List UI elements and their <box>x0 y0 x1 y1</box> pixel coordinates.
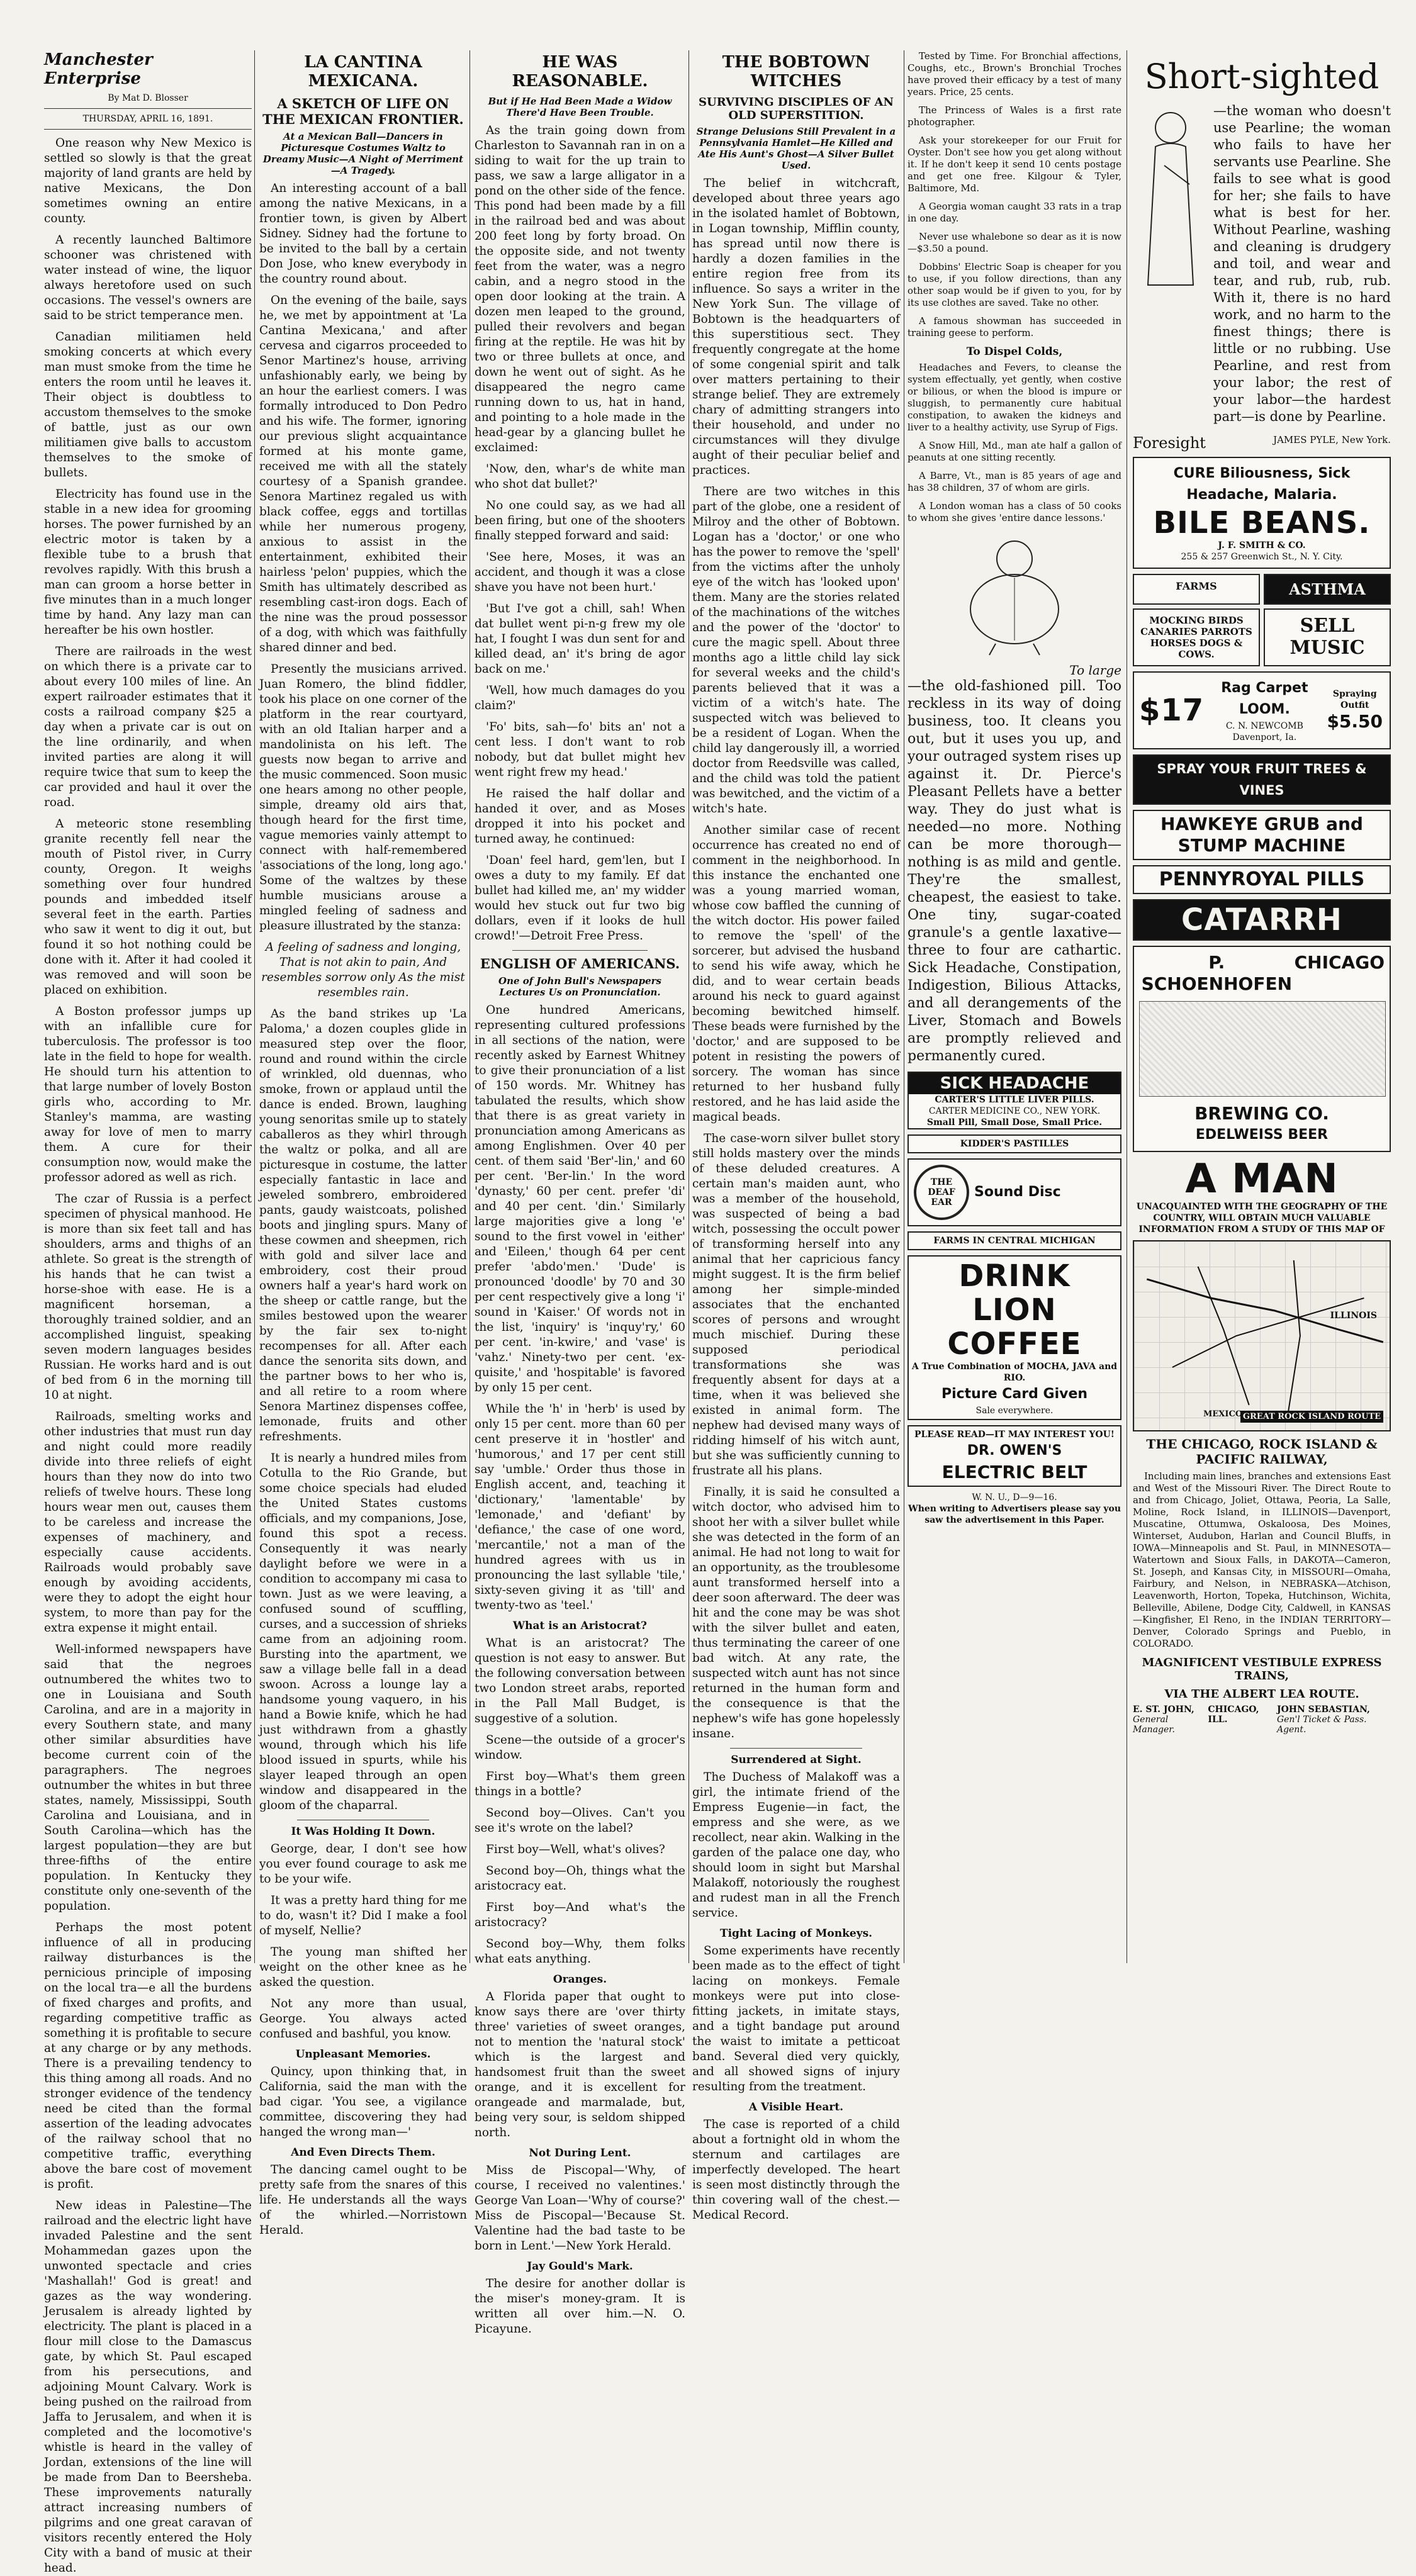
pearline-footer <box>1133 434 1391 452</box>
paragraph: A recently launched Baltimore schooner was christened with water instead of wine, the liquor always heretofore used on such occasions. The vessel's owners are said to be strict temperance men. <box>44 233 252 322</box>
article-subhead: SURVIVING DISCIPLES OF AN OLD SUPERSTITION. <box>699 96 894 122</box>
paragraph: Finally, it is said he consulted a witch doctor, who advised him to shoot her with a silver bullet while she was detected in the form of an animal. He had not long to wait for an opportunity, as the troublesome aunt transformed herself into a deer soon afterward. The deer was hit and the cone may be was shot with the silver bullet and eaten, thus terminating the career of one bad witch. At any rate, the suspected witch aunt has not since returned in the human form and the consequence is that the nephew's wife has gone hopelessly insane. <box>692 1486 900 1740</box>
paragraph: First boy—And what's the aristocracy? <box>475 1901 685 1929</box>
paragraph: The young man shifted her weight on the other knee as he asked the question. <box>259 1946 467 1989</box>
paragraph: Quincy, upon thinking that, in California, said the man with the bad cigar. 'You see, a vigilance committee, discovering they had hanged the wrong man—' <box>259 2065 467 2139</box>
farms-michigan-ad <box>907 1231 1121 1250</box>
article-headline: ENGLISH OF AMERICANS. <box>480 956 680 972</box>
coffee-line-1: DRINK <box>958 1258 1070 1294</box>
coffee-cards: Picture Card Given <box>941 1386 1088 1402</box>
map-label: MEXICO <box>1203 1409 1243 1419</box>
bile-addr: 255 & 257 Greenwich St., N. Y. City. <box>1181 552 1343 562</box>
railway-name: THE CHICAGO, ROCK ISLAND & PACIFIC RAILWAY, <box>1146 1436 1378 1467</box>
catarrh-title: CATARRH <box>1181 902 1342 938</box>
bile-beans-ad <box>1133 457 1391 569</box>
sig-left-title: General Manager. <box>1133 1715 1175 1735</box>
notice: Headaches and Fevers, to cleanse the system effectually, yet gently, when costive or bilious, or when the blood is impure or sluggish, to permanently cure habitual constipation, to awaken the kidneys and liver to a healthy activity, use Syrup of Figs. <box>907 362 1121 433</box>
farms-title: FARMS IN CENTRAL MICHIGAN <box>933 1236 1096 1246</box>
paragraph: Canadian militiamen held smoking concerts at which every man must smoke from the time he enters the room until he leaves it. Their object is doubtless to accustom themselves to the smoke of battle, just as our own militiamen give balls to accustom themselves to the smoke of bullets. <box>44 330 252 479</box>
paragraph: Some experiments have recently been made as to the effect of tight lacing on monkeys. Female monkeys were put into close-fitting jackets, in imitate stays, and a tight bandage put around the waist to imitate a petticoat band. Several died very quickly, and all showed signs of injury resulting from the treatment. <box>692 1944 900 2093</box>
loom-ad <box>1133 671 1391 749</box>
sig-right: JOHN SEBASTIAN, <box>1276 1705 1370 1715</box>
railway-map <box>1133 1240 1391 1431</box>
paragraph: Perhaps the most potent influence of all in producing railway disturbances is the pernicious principle of imposing on the local tra—e all the burdens of fixed charges and profits, and regarding competitive traffic as something it is profitable to secure at any charge or by any methods. There is a prevailing tendency to this thing among all roads. And no stronger evidence of the tendency need be cited than the formal assertion of the leading advocates of the railway school that no competitive traffic, everything above the bare cost of movement is profit. <box>44 1921 252 2191</box>
notice: A Georgia woman caught 33 rats in a trap in one day. <box>907 201 1121 224</box>
paragraph: The czar of Russia is a perfect specimen of physical manhood. He is more than six feet tall and has shoulders, arms and thighs of an athlete. So great is the strength of his hands that he can twist a horse-shoe with ease. He is a magnificent horseman, a thoroughly trained soldier, and an accomplished linguist, speaking seven modern languages besides Russian. He works hard and is out of bed from 6 in the morning till 10 at night. <box>44 1192 252 1402</box>
paragraph: 'But I've got a chill, sah! When dat bullet went pi-n-g frew my ole hat, I fought I was dun sent for and killed dead, an' it's bring de agor back on me.' <box>475 602 685 676</box>
paragraph: New ideas in Palestine—The railroad and the electric light have invaded Palestine and the sent Mohammedan gazes upon the unwonted spectacle and cries 'Mashallah!' God is great! and gazes as the way wondering. Jerusalem is already lighted by electricity. The plant is placed in a flour mill close to the Damascus gate, by which St. Paul escaped from his persecutions, and adjoining Mount Calvary. Work is being pushed on the railroad from Jaffa to Jerusalem, and when it is completed and the locomotive's whistle is heard in the valley of Jordan, extensions of the line will be made from Dan to Beersheba. These improvements naturally attract increasing numbers of pilgrims and one great caravan of visitors recently entered the Holy City with a band of music at their head. <box>44 2199 252 2575</box>
ear-icon: THE DEAF EAR <box>914 1165 969 1220</box>
brewing-beer: EDELWEISS BEER <box>1195 1127 1329 1143</box>
notice: Tested by Time. For Bronchial affections, Coughs, etc., Brown's Bronchial Troches have proved their efficacy by a test of many years. Price, 25 cents. <box>907 50 1121 98</box>
section-head: Oranges. <box>553 1973 607 1986</box>
article-deck: Strange Delusions Still Prevalent in a Pennsylvania Hamlet—He Killed and Ate His Aunt's Ghost—A Silver Bullet Used. <box>696 126 896 171</box>
map-label: ILLINOIS <box>1330 1311 1377 1321</box>
paragraph: He raised the half dollar and handed it over, and as Moses dropped it into his pocket and turned away, he continued: <box>475 787 685 846</box>
loom-maker: C. N. NEWCOMB Davenport, Ia. <box>1225 721 1303 742</box>
pennyroyal-title: PENNYROYAL PILLS <box>1159 868 1365 890</box>
paragraph: As the band strikes up 'La Paloma,' a dozen couples glide in measured step over the floor, round and round within the circle of wrinkled, old duennas, who smoke, frown or applaud until the dance is ended. Brown, laughing young senoritas smile up to stately caballeros as they whirl through the waltz or polka, and all are picturesque in costume, the latter especially fantastic in lace and jeweled sombrero, embroidered pants, gaudy waistcoats, polished boots and jingling spurs. Many of these cowmen and sheepmen, rich with gold and silver lace and embroidery, cost their proud owners half a year's hard work on the sheep or cattle range, but the smiles bestowed upon the wearer by the fair sex to-night recompenses for all. After each dance the senorita sits down, and the partner bows to her who is, and all retire to a room where Senora Martinez dispenses coffee, lemonade, fruits and other refreshments. <box>259 1007 467 1443</box>
railway-lines-icon <box>1134 1241 1390 1430</box>
sig-left: E. ST. JOHN, <box>1133 1705 1194 1715</box>
pearline-ad <box>1133 103 1391 432</box>
section-head: Unpleasant Memories. <box>295 2048 431 2061</box>
notice: The Princess of Wales is a first rate photographer. <box>907 104 1121 128</box>
belt-head: PLEASE READ—IT MAY INTEREST YOU! <box>914 1430 1115 1440</box>
loom-price: $17 <box>1139 693 1205 728</box>
paragraph: 'Doan' feel hard, gem'len, but I owes a duty to my family. Ef dat bullet had killed me, an' my widder would hev stuck out fur two big dollars, even if it looks de hull crowd!'—Detroit Free Press. <box>475 854 685 943</box>
loom-title: Rag Carpet LOOM. <box>1221 680 1308 717</box>
bile-brand: BILE BEANS. <box>1153 505 1371 540</box>
pearline-title: Short-sighted <box>1144 57 1379 96</box>
notice: A Snow Hill, Md., man ate half a gallon of peanuts at one sitting recently. <box>907 440 1121 463</box>
paragraph: Second boy—Why, them folks what eats anything. <box>475 1937 685 1966</box>
notice: Ask your storekeeper for our Fruit for Oyster. Don't see how you get along without it. If he don't keep it send 10 cents postage and get one free. Kilgour & Tyler, Baltimore, Md. <box>907 135 1121 194</box>
paragraph: Presently the musicians arrived. Juan Romero, the blind fiddler, took his place on one corner of the platform in the rear courtyard, with an old Italian harper and a mandolinista on his left. The guests now began to arrive and the music commenced. Soon music one hears among no other people, simple, dreamy old airs that, though heard for the first time, vague memories vainly attempt to connect with half-remembered 'associations of the long, long ago.' Some of the waltzes by these humble musicians arouse a mingled feeling of sadness and pleasure illustrated by the stanza: <box>259 663 467 932</box>
kidder-ad <box>907 1134 1121 1153</box>
article-subhead: A SKETCH OF LIFE ON THE MEXICAN FRONTIER. <box>262 96 464 127</box>
divider <box>512 950 648 951</box>
notice: A Barre, Vt., man is 85 years of age and has 38 children, 37 of whom are girls. <box>907 470 1121 493</box>
paragraph: One hundred Americans, representing cultured professions in all sections of the nation, were recently asked by Earnest Whitney to give their pronunciation of a list of 150 words. Mr. Whitney has tabulated the results, which show that there is as great variety in pronunciation among Americans as among Englishmen. Over 40 per cent. of them said 'Ber'-lin,' and 60 per cent. 'Ber-lin.' In the word 'dynasty,' 60 per cent. prefer 'di' and 40 per cent. 'din.' Similarly large majorities give a long 'e' sound to the first vowel in 'either' and 'Eileen,' though 64 per cent prefer 'abdo'men.' 'Dude' is pronounced 'doodle' by 70 and 30 per cent respectively give a long 'i' sound in 'Kaiser.' Of words not in the list, 'inquiry' is 'inquy'ry,' 60 per cent. 'in-kwire,' and 'vase' is 'vahz.' Ninety-two per cent. 'ex-quisite,' and 'hospitable' is favored by only 15 per cent. <box>475 1004 685 1394</box>
lion-coffee-ad <box>907 1255 1121 1420</box>
paragraph: An interesting account of a ball among the native Mexicans, in a frontier town, is given by Albert Sidney. Sidney had the fortune to be invited to the ball by a certain Don Jose, who knew everybody in the country round about. <box>259 182 467 286</box>
paragraph: 'Now, den, whar's de white man who shot dat bullet?' <box>475 462 685 491</box>
poem-stanza: A feeling of sadness and longing, That is not akin to pain, And resembles sorrow only As the mist resembles rain. <box>261 941 465 999</box>
coffee-sub: A True Combination of MOCHA, JAVA and RIO. <box>911 1362 1118 1383</box>
railway-text: Including main lines, branches and extensions East and West of the Missouri River. The Direct Route to and from Chicago, Joliet, Ottawa, Peoria, La Salle, Moline, Rock Island, in ILLINOIS—Davenport, Muscatine, Ottumwa, Oskaloosa, Des Moines, Winterset, Audubon, Harlan and Council Bluffs, in IOWA—Minneapolis and St. Paul, in MINNESOTA—Watertown and Sioux Falls, in DAKOTA—Cameron, St. Joseph, and Kansas City, in MISSOURI—Omaha, Fairbury, and Nelson, in NEBRASKA—Atchison, Leavenworth, Horton, Topeka, Hutchinson, Wichita, Belleville, Abilene, Dodge City, Caldwell, in KANSAS—Kingfisher, El Reno, in the INDIAN TERRITORY—Denver, Colorado Springs and Pueblo, in COLORADO. <box>1133 1470 1391 1649</box>
paragraph: No one could say, as we had all been firing, but one of the shooters finally stepped forward and said: <box>475 499 685 542</box>
column-rule <box>254 50 255 1963</box>
section-head: Jay Gould's Mark. <box>527 2260 633 2273</box>
paragraph: A Boston professor jumps up with an infallible cure for tuberculosis. The professor is too late in the field to hope for wealth. He should turn his attention to that large number of lovely Boston girls who, according to Mr. Stanley's mamma, are wasting away for love of men to marry them. A cure for their consumption now, would make the professor adored as well as rich. <box>44 1005 252 1184</box>
wnu-line: W. N. U., D—9—16. <box>972 1492 1057 1503</box>
coffee-line-2: LION <box>972 1292 1057 1328</box>
birds-ad: MOCKING BIRDS CANARIES PARROTS HORSES DOGS & COWS. <box>1133 608 1260 666</box>
electric-belt-ad <box>907 1425 1121 1487</box>
notice: A London woman has a class of 50 cooks to whom she gives 'entire dance lessons.' <box>907 500 1121 524</box>
paragraph: 'Fo' bits, sah—fo' bits an' not a cent less. I don't want to rob nobody, but dat bullet might hev went right frew my head.' <box>475 720 685 779</box>
paragraph: There are railroads in the west on which there is a private car to about every 100 miles of line. An expert railroader estimates that it costs a railroad company $25 a day when a private car is out on the line ordinarily, and when invited parties are along it will require twice that sum to keep the car provided and haul it over the road. <box>44 645 252 809</box>
paragraph: On the evening of the baile, says he, we met by appointment at 'La Cantina Mexicana,' and after cervesa and cigarros proceeded to Senor Martinez's house, arriving unfashionably early, we being by an hour the earliest comers. I was formally introduced to Don Pedro and his wife. The former, ignoring our previous slight acquaintance formed at his monte game, received me with all the stately courtesy of a Spanish grandee. Senora Martinez regaled us with black coffee, eggs and tortillas while her numerous progeny, anxious to assist in the entertainment, exhibited their hairless 'pelon' puppies, which the Smith has ultimately described as resembling cast-iron dogs. Each of the nine was the proud possessor of a dog, with which was faithfully shared dinner and bed. <box>259 294 467 654</box>
fat-man-illustration <box>907 530 1121 656</box>
brewing-header <box>1139 952 1385 995</box>
catarrh-ad <box>1133 899 1391 941</box>
column-3 <box>475 50 685 2336</box>
article-headline: HE WAS REASONABLE. <box>512 53 648 91</box>
section-head: Surrendered at Sight. <box>731 1754 862 1766</box>
carters-title: SICK HEADACHE <box>909 1073 1120 1094</box>
pearline-text: —the woman who doesn't use Pearline; the woman who fails to have her servants use Pearline. She fails to see what is good for her; she fails to have what is best for her. Without Pearline, washing and cleaning is drudgery and toil, and wear and tear, and rub, rub, rub. With it, there is no hard work, and no harm to the finest things; there is little or no rubbing. Use Pearline, and rest from your labor; the rest of your labor—the hardest part—is done by Pearline. <box>1213 103 1391 424</box>
spray-trees-title: SPRAY YOUR FRUIT TREES & VINES <box>1157 761 1367 798</box>
railway-albert-lea: VIA THE ALBERT LEA ROUTE. <box>1164 1688 1359 1701</box>
column-1 <box>44 50 252 2575</box>
belt-l1: DR. OWEN'S <box>967 1443 1062 1459</box>
section-head: And Even Directs Them. <box>291 2146 435 2159</box>
schoenhofen-ad <box>1133 946 1391 1152</box>
paragraph: Second boy—Oh, things what the aristocracy eat. <box>475 1864 685 1893</box>
paragraph: Well-informed newspapers have said that the negroes outnumbered the whites two to one in Louisiana and South Carolina, and are in a majority in every Southern state, and many other similar absurdities have become current coin of the paragraphers. The negroes outnumber the whites in but three states, namely, Mississippi, South Carolina and Louisiana, and in South Carolina—which has the largest population—they are but three-fifths of the entire population. In Kentucky they constitute only one-seventh of the population. <box>44 1643 252 1913</box>
brewing-co: BREWING CO. <box>1194 1103 1329 1124</box>
brewing-name: P. SCHOENHOFEN <box>1141 952 1293 994</box>
paragraph: Miss de Piscopal—'Why, of course, I received no valentines.' George Van Loan—'Why of course?' Miss de Piscopal—'Because St. Valentine had the bad taste to be born in Lent.'—New York Herald. <box>475 2164 685 2253</box>
map-label: GREAT ROCK ISLAND ROUTE <box>1240 1411 1383 1423</box>
foresight-label: Foresight <box>1133 434 1206 452</box>
paragraph: The case-worn silver bullet story still holds mastery over the minds of these deluded creatures. A certain man's maiden aunt, who was a member of the household, was suspected of being a bad witch, possessing the occult power of transforming herself into any animal that her capricious fancy might suggest. It is the firm belief among her simple-minded associates that the enchanted scores of persons and wrought much mischief. During these supposed periodical transformations she was frequently absent for days at a time, when it was believed she existed in animal form. The nephew had devised many ways of ridding himself of his witch aunt, but she was sufficiently cunning to frustrate all his plans. <box>692 1132 900 1477</box>
carters-tagline: Small Pill, Small Dose, Small Price. <box>926 1117 1103 1128</box>
farms-ad: FARMS <box>1133 574 1260 605</box>
column-4 <box>692 50 900 2222</box>
paragraph: The desire for another dollar is the miser's money-gram. It is written all over him.—N. O. Picayune. <box>475 2277 685 2336</box>
section-head: Not During Lent. <box>529 2147 631 2159</box>
railway-express: MAGNIFICENT VESTIBULE EXPRESS TRAINS, <box>1142 1656 1382 1683</box>
paragraph: Not any more than usual, George. You always acted confused and bashful, you know. <box>259 1997 467 2041</box>
paragraph: The case is reported of a child about a fortnight old in whom the sternum and cartilages are imperfectly developed. The heart is seen most distinctly through the thin covering wall of the chest.—Medical Record. <box>692 2118 900 2222</box>
paragraph: First boy—Well, what's olives? <box>486 1843 665 1856</box>
column-6 <box>1133 50 1391 1963</box>
spray-price: $5.50 <box>1327 711 1383 732</box>
coffee-note: Sale everywhere. <box>975 1406 1054 1416</box>
grub-stump-ad <box>1133 810 1391 860</box>
advertisers-footer: When writing to Advertisers please say you saw the advertisement in this Paper. <box>907 1504 1121 1525</box>
asthma-ad: ASTHMA <box>1264 574 1391 605</box>
paragraph: The Duchess of Malakoff was a girl, the intimate friend of the Empress Eugenie—in fact, the empress and she were, as we recollect, near akin. Walking in the garden of the palace one day, who should loom in sight but Marshal Malakoff, notoriously the roughest and rudest man in all the French service. <box>692 1771 900 1920</box>
bile-maker: J. F. SMITH & CO. <box>1218 540 1306 551</box>
paragraph: One reason why New Mexico is settled so slowly is that the great majority of land grants are held by native Mexicans, the Don sometimes owning an entire county. <box>44 137 252 225</box>
article-deck: At a Mexican Ball—Dancers in Picturesque Costumes Waltz to Dreamy Music—A Night of Merriment—A Tragedy. <box>262 131 464 176</box>
section-head: To Dispel Colds, <box>966 345 1063 358</box>
railway-signatures <box>1133 1705 1391 1735</box>
belt-l2: ELECTRIC BELT <box>941 1462 1087 1482</box>
pierce-pellets-text: —the old-fashioned pill. Too reckless in its way of doing business, too. It cleans you out, but it uses you up, and your outraged system rises up against it. Dr. Pierce's Pleasant Pellets have a better way. They do just what is needed—no more. Nothing can be more thorough—nothing is as mild and gentle. They're the smallest, cheapest, the easiest to take. One tiny, sugar-coated granule's a gentle laxative—three to four are cathartic. Sick Headache, Constipation, Indigestion, Bilious Attacks, and all derangements of the Liver, Stomach and Bowels are promptly relieved and permanently cured. <box>907 678 1121 1064</box>
column-rule <box>469 50 470 1963</box>
fat-man-icon <box>907 530 1121 656</box>
rock-island-ad <box>1133 1157 1391 1735</box>
paragraph: Scene—the outside of a grocer's window. <box>475 1733 685 1762</box>
pennyroyal-ad <box>1133 865 1391 894</box>
paragraph: First boy—What's them green things in a bottle? <box>475 1770 685 1798</box>
paragraph: It was a pretty hard thing for me to do, wasn't it? Did I make a fool of myself, Nellie? <box>259 1894 467 1937</box>
sig-mid: CHICAGO, ILL. <box>1208 1705 1259 1725</box>
paragraph: What is an aristocrat? The question is not easy to answer. But the following conversation between two London street arabs, reported in the Pall Mall Budget, is suggestive of a solution. <box>475 1637 685 1725</box>
column-5 <box>907 50 1121 1963</box>
article-headline: LA CANTINA MEXICANA. <box>304 53 422 91</box>
article-deck: But if He Had Been Made a Widow There'd Have Been Trouble. <box>488 96 672 118</box>
paragraph: The belief in witchcraft, developed about three years ago in the isolated hamlet of Bobtown, in Logan township, Mifflin county, has spread until now there is hardly a dozen families in the entire region free from its influence. So says a writer in the New York Sun. The village of Bobtown is the headquarters of this superstitious sect. They frequently congregate at the home of some congenial spirit and talk over matters pertaining to their strange belief. They are extremely chary of admitting strangers into their household, and under no circumstances will they divulge aught of their peculiar belief and practices. <box>692 177 900 477</box>
carters-company: CARTER MEDICINE CO., NEW YORK. <box>928 1106 1101 1116</box>
bile-cure: CURE Biliousness, Sick Headache, Malaria. <box>1173 466 1351 503</box>
brewing-city: CHICAGO <box>1294 952 1385 973</box>
paragraph: 'See here, Moses, it was an accident, and though it was a close shave you have not been hurt.' <box>475 551 685 594</box>
paragraph: As the train going down from Charleston to Savannah ran in on a siding to wait for the up train to pass, we saw a large alligator in a pond on the other side of the fence. This pond had been made by a fill in the railroad bed and was about 200 feet long by forty broad. On the opposite side, and not twenty feet from the water, was a negro cabin, and a negro stood in the open door looking at the train. A dozen men leaped to the ground, pulled their revolvers and began firing at the reptile. He was hit by two or three bullets at once, and down he went out of sight. As he disappeared the negro came running down to us, hat in hand, and pointing to a hole made in the head-gear by a glancing bullet he exclaimed: <box>475 124 685 454</box>
article-deck: One of John Bull's Newspapers Lectures Us on Pronunciation. <box>498 975 661 998</box>
section-head: What is an Aristocrat? <box>513 1620 647 1632</box>
paragraph: A meteoric stone resembling granite recently fell near the mouth of Pistol river, in Curry county, Oregon. It weighs something over four hundred pounds and imbedded itself several feet in the earth. Parties who saw it went to dig it out, but found it so hot nothing could be done with it. After it had cooled it was removed and will soon be placed on exhibition. <box>44 817 252 997</box>
carters-ad <box>907 1072 1121 1129</box>
sig-right-title: Gen'l Ticket & Pass. Agent. <box>1276 1715 1367 1735</box>
deaf-ear-text: Sound Disc <box>974 1184 1061 1200</box>
rock-island-title: A MAN <box>1185 1156 1339 1202</box>
paragraph: 'Well, how much damages do you claim?' <box>475 684 685 712</box>
kidder-title: KIDDER'S PASTILLES <box>960 1139 1069 1149</box>
paragraph: Electricity has found use in the stable in a new idea for grooming horses. The power furnished by an electric motor is taken by a flexible tube to a brush that revolves rapidly. With this brush a man can groom a horse better in five minutes than in a much longer time by hand. Any lazy man can hereafter be his own hostler. <box>44 488 252 637</box>
paragraph: A Florida paper that ought to know says there are 'over thirty three' varieties of sweet oranges, not to mention the 'natural stock' which is the largest and handsomest fruit than the sweet orange, and it is excellent for orangeade and marmalade, but, being very sour, is seldom shipped north. <box>475 1990 685 2139</box>
carters-brand: CARTER'S LITTLE LIVER PILLS. <box>935 1095 1094 1105</box>
notice: Never use whalebone so dear as it is now—$3.50 a pound. <box>907 231 1121 254</box>
spray-trees-ad <box>1133 754 1391 805</box>
rock-island-sub: UNACQUAINTED WITH THE GEOGRAPHY OF THE COUNTRY, WILL OBTAIN MUCH VALUABLE INFORMATION FROM A STUDY OF THIS MAP OF <box>1136 1202 1388 1235</box>
paragraph: There are two witches in this part of the globe, one a resident of Milroy and the other of Bobtown. Logan has a 'doctor,' or one who has the power to remove the 'spell' from the victims after the unholy eye of the witch has 'looked upon' them. Many are the stories related of the machinations of the witches and the power of the 'doctor' to cure the magic spell. About three months ago a little child lay sick for several weeks and the child's parents believed that it was a victim of a witch's hate. The suspected witch was believed to be a resident of Logan. When the child lay dangerously ill, a worried doctor from Reedsville was called, and the child was told the patient was bewitched, and the victim of a witch's hate. <box>692 485 900 815</box>
column-rule <box>688 50 689 1963</box>
sell-music-ad: SELL MUSIC <box>1264 608 1391 666</box>
paragraph: Railroads, smelting works and other industries that must run day and night could more readily divide into three reliefs of eight hours than they now do into two reliefs of twelve hours. These long hours wear men out, causes them to be careless and increase the expenses of machinery, and especially cause accidents. Railroads would probably save enough by avoiding accidents, were they to adopt the eight hour system, to more than pay for the extra expense it might entail. <box>44 1410 252 1635</box>
notice: Dobbins' Electric Soap is cheaper for you to use, if you follow directions, than any other soap would be if given to you, for by its use clothes are saved. Take no other. <box>907 261 1121 308</box>
paragraph: George, dear, I don't see how you ever found courage to ask me to be your wife. <box>259 1842 467 1886</box>
paragraph: Second boy—Olives. Can't you see it's wrote on the label? <box>475 1806 685 1835</box>
woman-illustration-icon <box>1133 103 1208 291</box>
grub-stump-title: HAWKEYE GRUB and STUMP MACHINE <box>1160 814 1363 856</box>
coffee-line-3: COFFEE <box>947 1326 1082 1362</box>
paragraph: It is nearly a hundred miles from Cotulla to the Rio Grande, but some choice specials had eluded the United States customs officials, and my companions, Jose, found this spot a recess. Consequently it was nearly daylight before we were in a condition to accompany mi casa to town. Just as we were leaving, a confused sound of scuffling, curses, and a succession of shrieks came from an adjoining room. Bursting into the apartment, we saw a village belle fall in a dead swoon. Across a lounge lay a handsome young vaquero, in his hand a Bowie knife, which he had just withdrawn from a ghastly wound, through which his life blood issued in spurts, while his slayer leaped through an open window and disappeared in the gloom of the chaparral. <box>259 1452 467 1812</box>
pearline-maker: JAMES PYLE, New York. <box>1273 434 1391 445</box>
column-2 <box>259 50 467 2237</box>
section-head: Tight Lacing of Monkeys. <box>719 1927 873 1940</box>
spray-outfit: Spraying Outfit <box>1332 689 1377 710</box>
section-head: A Visible Heart. <box>748 2101 844 2114</box>
masthead-byline: By Mat D. Blosser <box>108 93 188 103</box>
drinkers-illustration <box>1139 1001 1386 1097</box>
small-ads-grid <box>1133 574 1391 666</box>
paragraph: The dancing camel ought to be pretty safe from the snares of this life. He understands all the ways of the whirled.—Norristown Herald. <box>259 2163 467 2237</box>
deaf-ear-ad <box>907 1158 1121 1226</box>
article-headline: THE BOBTOWN WITCHES <box>722 53 870 91</box>
paragraph: Another similar case of recent occurrence has created no end of comment in the neighborhood. In this instance the enchanted one was a young married woman, whose cow baffled the cunning of the witch doctor. His power failed to remove the 'spell' of the sorcerer, but advised the husband to send his wife away, which he did, and to wear certain beads around his neck to guard against becoming bewitched himself. These beads were furnished by the 'doctor,' and are supposed to be potent in resisting the powers of sorcery. The woman has since returned to her husband fully restored, and he has laid aside the magical beads. <box>692 824 900 1124</box>
masthead-title: Manchester Enterprise <box>44 50 153 88</box>
masthead-date: THURSDAY, APRIL 16, 1891. <box>44 108 252 130</box>
section-head: It Was Holding It Down. <box>291 1825 435 1838</box>
notice: A famous showman has succeeded in training geese to perform. <box>907 315 1121 339</box>
figure-caption: To large <box>1069 663 1121 678</box>
paragraph: While the 'h' in 'herb' is used by only 15 per cent. more than 60 per cent preserve it in 'hostler' and 'humorous,' and 17 per cent still say 'umble.' Order thus those in English accent, and, teaching it 'dictionary,' 'lamentable' by 'lemonade,' and 'defiant' by 'defiance,' the case of one word, 'mercantile,' not a man of the hundred agrees with us in pronouncing the last syllable 'tile,' sixty-seven giving it as 'till' and twenty-two as 'teel.' <box>475 1403 685 1612</box>
newspaper-page <box>25 25 1391 2575</box>
divider <box>730 1748 862 1749</box>
